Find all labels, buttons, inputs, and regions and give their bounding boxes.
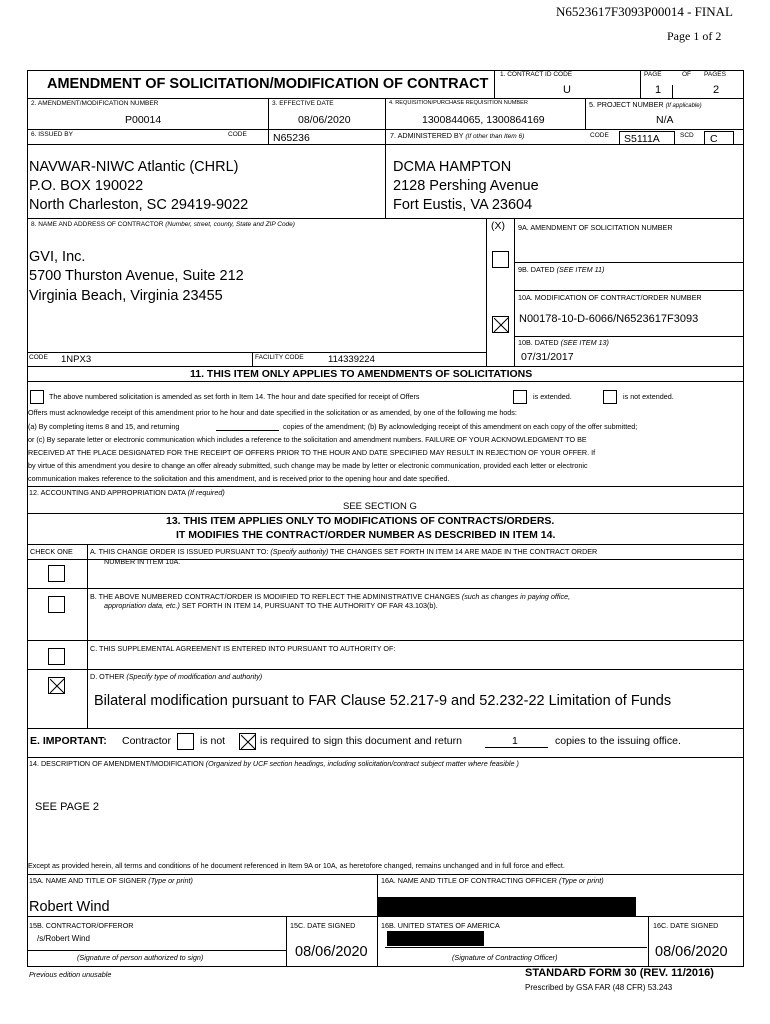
is-required-text: is required to sign this document and return (260, 735, 462, 747)
total-pages: 2 (713, 84, 720, 96)
check-one-label: CHECK ONE (30, 547, 73, 556)
is-extended-label: is extended. (533, 392, 572, 401)
item16c-label: 16C. DATE SIGNED (653, 921, 719, 930)
item6-label: 6. ISSUED BY (31, 131, 73, 138)
page-number: 1 (655, 84, 662, 96)
administered-by-code: S5111A (624, 133, 660, 145)
item8-label: 8. NAME AND ADDRESS OF CONTRACTOR (Number, street, county, State and ZIP Code) (31, 221, 295, 228)
item16b-label: 16B. UNITED STATES OF AMERICA (381, 921, 500, 930)
form-title: AMENDMENT OF SOLICITATION/MODIFICATION OF CONTRACT (47, 76, 489, 92)
contractor-signature: /s/Robert Wind (37, 934, 90, 943)
accounting-data: SEE SECTION G (343, 501, 417, 512)
item13c-checkbox[interactable] (48, 648, 65, 665)
item10a-checkbox-checked[interactable] (492, 316, 509, 333)
modification-number: P00014 (125, 114, 162, 126)
signer-name: Robert Wind (29, 899, 110, 915)
document-id: N6523617F3093P00014 - FINAL (556, 4, 733, 19)
is-not-required-checkbox[interactable] (177, 733, 194, 750)
item5-label: 5. PROJECT NUMBER (If applicable) (589, 100, 702, 109)
item12-label: 12. ACCOUNTING AND APPROPRIATION DATA (If required) (29, 488, 225, 497)
item16b-signature-caption: (Signature of Contracting Officer) (452, 953, 558, 962)
is-required-checkbox-checked[interactable] (239, 733, 256, 750)
page-label: PAGE (644, 71, 662, 78)
item7-code-label: CODE (590, 132, 609, 139)
item11-solicitation-checkbox[interactable] (30, 390, 44, 404)
item16a-label: 16A. NAME AND TITLE OF CONTRACTING OFFICER (Type or print) (381, 876, 604, 885)
scd-value: C (710, 133, 718, 145)
item4-label: 4. REQUISITION/PURCHASE REQUISITION NUMBER (389, 100, 528, 106)
item11-heading: 11. THIS ITEM ONLY APPLIES TO AMENDMENTS OF SOLICITATIONS (190, 368, 533, 380)
contractor-address-line1: 5700 Thurston Avenue, Suite 212 (29, 268, 244, 284)
contract-id-code: U (563, 84, 571, 96)
item9a-checkbox[interactable] (492, 251, 509, 268)
item13a-checkbox[interactable] (48, 565, 65, 582)
prescribed-by-note: Prescribed by GSA FAR (48 CFR) 53.243 (525, 983, 673, 992)
item13-heading-line2: IT MODIFIES THE CONTRACT/ORDER NUMBER AS DESCRIBED IN ITEM 14. (176, 529, 556, 541)
officer-date-signed: 08/06/2020 (655, 944, 728, 960)
item9b-label: 9B. DATED (SEE ITEM 11) (518, 265, 605, 274)
item11-text-line: Offers must acknowledge receipt of this amendment prior to he hour and date specified in the solicitation or as amended, by one of the following me hods: (28, 408, 517, 417)
contractor-date-signed: 08/06/2020 (295, 944, 368, 960)
other-modification-authority: Bilateral modification pursuant to FAR Clause 52.217-9 and 52.232-22 Limitation of Funds (94, 693, 672, 709)
item9a-label: 9A. AMENDMENT OF SOLICITATION NUMBER (518, 223, 673, 232)
issued-by-line3: North Charleston, SC 29419-9022 (29, 197, 249, 213)
item6-code-label: CODE (228, 131, 247, 138)
item13d-text: D. OTHER (Specify type of modification and authority) (90, 672, 263, 681)
description-value: SEE PAGE 2 (35, 801, 99, 813)
item11-line1: The above numbered solicitation is amended as set forth in Item 14. The hour and date specified for receipt of Offers (49, 392, 420, 401)
issued-by-line2: P.O. BOX 190022 (29, 178, 144, 194)
item7-label: 7. ADMINISTERED BY (If other than Item 6) (390, 131, 525, 140)
item13b-text2: appropriation data, etc.) SET FORTH IN ITEM 14, PURSUANT TO THE AUTHORITY OF FAR 43.103(b). (104, 601, 438, 610)
copies-blank-line (216, 430, 279, 431)
requisition-number: 1300844065, 1300864169 (422, 114, 545, 126)
contractor-code: 1NPX3 (61, 354, 92, 365)
pages-label: PAGES (704, 71, 726, 78)
item10a-label: 10A. MODIFICATION OF CONTRACT/ORDER NUMBER (518, 293, 702, 302)
is-not-extended-label: is not extended. (623, 392, 674, 401)
previous-edition-note: Previous edition unusable (29, 970, 112, 979)
item13b-checkbox[interactable] (48, 596, 65, 613)
item15b-signature-caption: (Signature of person authorized to sign) (77, 953, 204, 962)
contracting-officer-name-redaction (378, 897, 636, 916)
issued-by-code: N65236 (273, 132, 310, 144)
effective-date: 08/06/2020 (298, 114, 351, 126)
is-extended-checkbox[interactable] (513, 390, 527, 404)
important-label: E. IMPORTANT: (30, 735, 107, 747)
facility-code: 114339224 (328, 354, 375, 365)
item2-label: 2. AMENDMENT/MODIFICATION NUMBER (31, 100, 159, 107)
item11-text-line: (a) By completing items 8 and 15, and returning (28, 422, 180, 431)
item13a-text: A. THIS CHANGE ORDER IS ISSUED PURSUANT TO: (Specify authority) THE CHANGES SET FORTH IN ITEM 14 ARE MADE IN THE CONTRACT ORDER (90, 547, 598, 556)
item11-text-line: or (c) By separate letter or electronic communication which includes a reference to the solicitation and amendment numbers. FAILURE OF YOUR ACKNOWLEDGMENT TO BE (28, 435, 587, 444)
issued-by-line1: NAVWAR-NIWC Atlantic (CHRL) (29, 159, 239, 175)
item15b-label: 15B. CONTRACTOR/OFFEROR (29, 921, 134, 930)
item14-label: 14. DESCRIPTION OF AMENDMENT/MODIFICATION (Organized by UCF section headings, including solicitation/contract subject matter where feasible ) (29, 759, 519, 768)
contractor-name: GVI, Inc. (29, 249, 86, 265)
x-column-label: (X) (491, 220, 505, 232)
item15c-label: 15C. DATE SIGNED (290, 921, 356, 930)
item13c-text: C. THIS SUPPLEMENTAL AGREEMENT IS ENTERED INTO PURSUANT TO AUTHORITY OF: (90, 644, 396, 653)
item3-label: 3. EFFECTIVE DATE (272, 100, 334, 107)
administered-by-line2: 2128 Pershing Avenue (393, 178, 539, 194)
item13d-checkbox-checked[interactable] (48, 677, 65, 694)
copies-count: 1 (512, 735, 518, 747)
project-number: N/A (656, 114, 674, 126)
contractor-label: Contractor (122, 735, 172, 747)
contractor-address-line2: Virginia Beach, Virginia 23455 (29, 288, 223, 304)
scd-box (704, 131, 734, 145)
page-of-label: Page 1 of 2 (667, 29, 722, 43)
item10b-label: 10B. DATED (SEE ITEM 13) (518, 338, 609, 347)
administered-by-line3: Fort Eustis, VA 23604 (393, 197, 533, 213)
item13-heading-line1: 13. THIS ITEM APPLIES ONLY TO MODIFICATIONS OF CONTRACTS/ORDERS. (166, 515, 555, 527)
is-not-label: is not (200, 735, 226, 747)
contracting-officer-signature-redaction (387, 931, 484, 946)
item13a-text2: NUMBER IN ITEM 10A. (104, 557, 181, 566)
copies-count-line (485, 747, 548, 748)
scd-label: SCD (680, 132, 694, 139)
contract-dated: 07/31/2017 (521, 351, 574, 363)
of-label: OF (682, 71, 692, 78)
item11-text-line: communication makes reference to the solicitation and this amendment, and is received prior to the opening hour and date specified. (28, 474, 450, 483)
item11-text-line: by virtue of this amendment you desire to change an offer already submitted, such change may be made by letter or electronic communication, provided each letter or electronic (28, 461, 588, 470)
item15a-label: 15A. NAME AND TITLE OF SIGNER (Type or print) (29, 876, 193, 885)
is-not-extended-checkbox[interactable] (603, 390, 617, 404)
facility-code-label: FACILITY CODE (255, 354, 304, 361)
contract-id-code-label: 1. CONTRACT ID CODE (500, 71, 573, 78)
administered-by-line1: DCMA HAMPTON (393, 159, 512, 175)
except-provided-text: Except as provided herein, all terms and conditions of he document referenced in Item 9A or 10A, as heretofore changed, remains unchanged and in full force and effect. (28, 861, 565, 870)
item13b-text: B. THE ABOVE NUMBERED CONTRACT/ORDER IS MODIFIED TO REFLECT THE ADMINISTRATIVE CHANGES (such as changes in paying office, (90, 592, 571, 601)
contractor-code-label: CODE (29, 354, 48, 361)
standard-form-title: STANDARD FORM 30 (REV. 11/2016) (525, 967, 714, 979)
item11-text-line: RECEIVED AT THE PLACE DESIGNATED FOR THE RECEIPT OF OFFERS PRIOR TO THE HOUR AND DATE SPECIFIED MAY RESULT IN REJECTION OF YOUR OFFER. If (28, 448, 596, 457)
item11-text-line: copies of the amendment; (b) By acknowledging receipt of this amendment on each copy of the offer submitted; (283, 422, 638, 431)
copies-text: copies to the issuing office. (555, 735, 681, 747)
contract-order-number: N00178-10-D-6066/N6523617F3093 (519, 313, 699, 325)
